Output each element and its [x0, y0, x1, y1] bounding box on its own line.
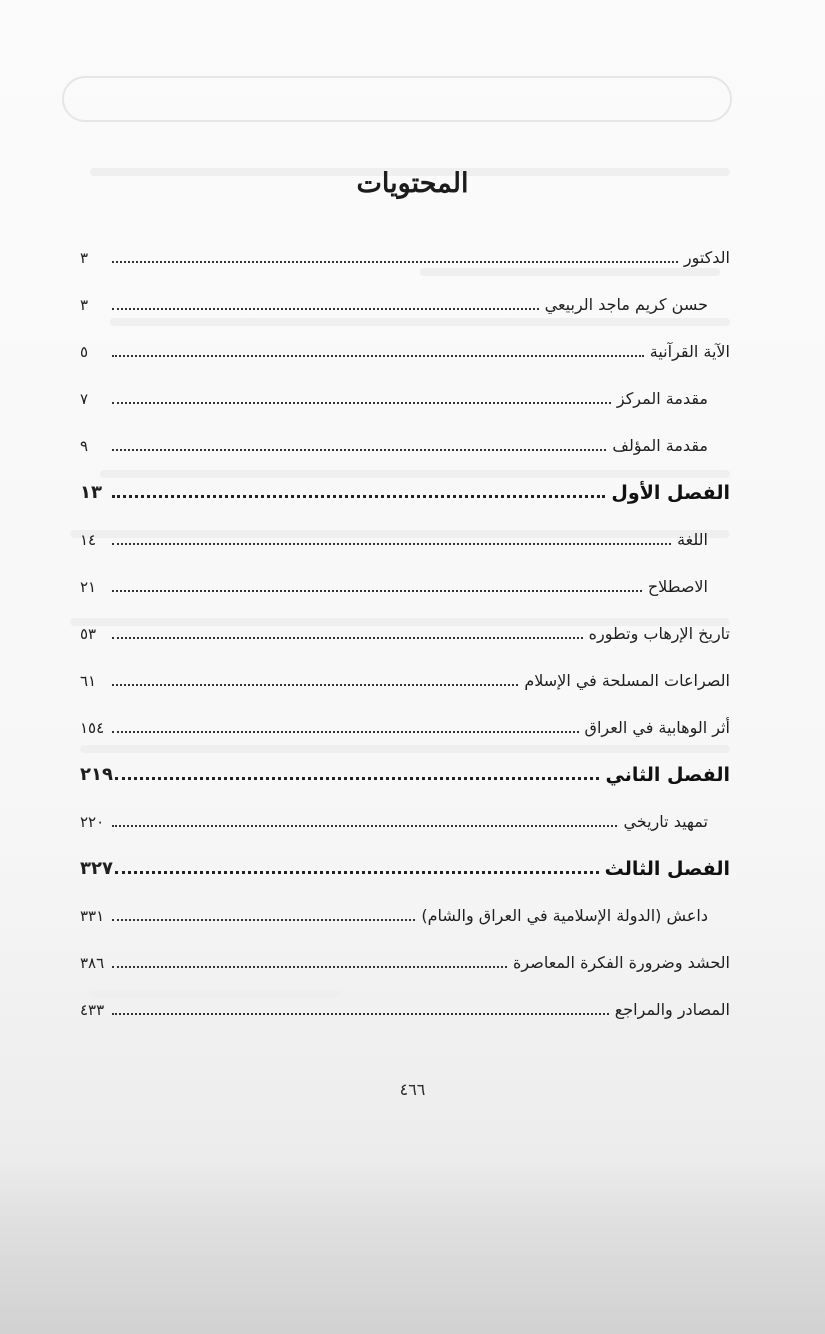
- dot-leader: [112, 495, 605, 498]
- dot-leader: [112, 966, 507, 968]
- toc-chapter-row: [80, 739, 730, 786]
- toc-row: [80, 786, 730, 833]
- toc-page-number: ٥٣: [80, 625, 97, 643]
- dot-leader: [112, 590, 642, 592]
- toc-page-number: ٤٣٣: [80, 1001, 105, 1019]
- dot-leader: [112, 261, 678, 263]
- dot-leader: [112, 543, 671, 545]
- toc-page-number: ٣٣١: [80, 907, 105, 925]
- dot-leader: [115, 871, 599, 874]
- toc-row: [80, 504, 730, 551]
- dot-leader: [112, 308, 539, 310]
- toc-chapter-row: [80, 457, 730, 504]
- toc-page-number: ٢٢٠: [80, 813, 105, 831]
- toc-page-number: ٥: [80, 343, 89, 361]
- toc-row: [80, 410, 730, 457]
- toc-entry-label: الدكتور: [683, 248, 730, 267]
- toc-page-number: ٣٢٧: [80, 858, 113, 879]
- toc-page-number: ٣: [80, 249, 89, 267]
- toc-row: [80, 692, 730, 739]
- dot-leader: [112, 684, 518, 686]
- toc-page-number: ١٤: [80, 531, 97, 549]
- dot-leader: [112, 731, 579, 733]
- toc-entry-label: تمهيد تاريخي: [623, 812, 708, 831]
- toc-row: [80, 551, 730, 598]
- toc-entry-label: اللغة: [677, 530, 708, 549]
- toc-entry-label: الفصل الثالث: [604, 858, 730, 880]
- toc-page-number: ١٥٤: [80, 719, 105, 737]
- toc-row: [80, 598, 730, 645]
- toc-entry-label: تاريخ الإرهاب وتطوره: [588, 624, 730, 643]
- toc-page-number: ٩: [80, 437, 89, 455]
- toc-entry-label: مقدمة المؤلف: [612, 436, 708, 455]
- dot-leader: [112, 402, 611, 404]
- toc-entry-label: مقدمة المركز: [616, 389, 708, 408]
- toc-entry-label: الآية القرآنية: [649, 342, 730, 361]
- toc-page-number: ٣٨٦: [80, 954, 105, 972]
- toc-entry-label: حسن كريم ماجد الربيعي: [544, 295, 708, 314]
- toc-entry-label: أثر الوهابية في العراق: [584, 718, 730, 737]
- toc-row: [80, 222, 730, 269]
- toc-row: [80, 363, 730, 410]
- page-title: المحتويات: [356, 168, 469, 200]
- toc-row: [80, 269, 730, 316]
- toc-entry-label: الفصل الأول: [611, 482, 730, 504]
- toc-row: [80, 316, 730, 363]
- toc-row: [80, 927, 730, 974]
- toc-page-number: ٦١: [80, 672, 97, 690]
- toc-row: [80, 880, 730, 927]
- page-shadow: [0, 1160, 825, 1334]
- table-of-contents: [80, 222, 730, 1021]
- dot-leader: [115, 777, 600, 780]
- toc-entry-label: الفصل الثاني: [605, 764, 730, 786]
- toc-entry-label: داعش (الدولة الإسلامية في العراق والشام): [421, 906, 708, 925]
- toc-entry-label: المصادر والمراجع: [614, 1000, 730, 1019]
- toc-entry-label: الصراعات المسلحة في الإسلام: [524, 671, 730, 690]
- dot-leader: [112, 1013, 609, 1015]
- dot-leader: [112, 825, 617, 827]
- toc-page-number: ٣: [80, 296, 89, 314]
- toc-page-number: ٢١: [80, 578, 97, 596]
- dot-leader: [112, 919, 415, 921]
- dot-leader: [112, 355, 644, 357]
- toc-chapter-row: [80, 833, 730, 880]
- toc-row: [80, 645, 730, 692]
- page-number: ٤٦٦: [399, 1080, 426, 1099]
- dot-leader: [112, 637, 583, 639]
- toc-entry-label: الاصطلاح: [647, 577, 708, 596]
- toc-entry-label: الحشد وضرورة الفكرة المعاصرة: [513, 953, 730, 972]
- toc-page-number: ١٣: [80, 482, 102, 503]
- toc-row: [80, 974, 730, 1021]
- bleed-through-header: [62, 76, 732, 122]
- toc-page-number: ٧: [80, 390, 89, 408]
- dot-leader: [112, 449, 606, 451]
- toc-page-number: ٢١٩: [80, 764, 113, 785]
